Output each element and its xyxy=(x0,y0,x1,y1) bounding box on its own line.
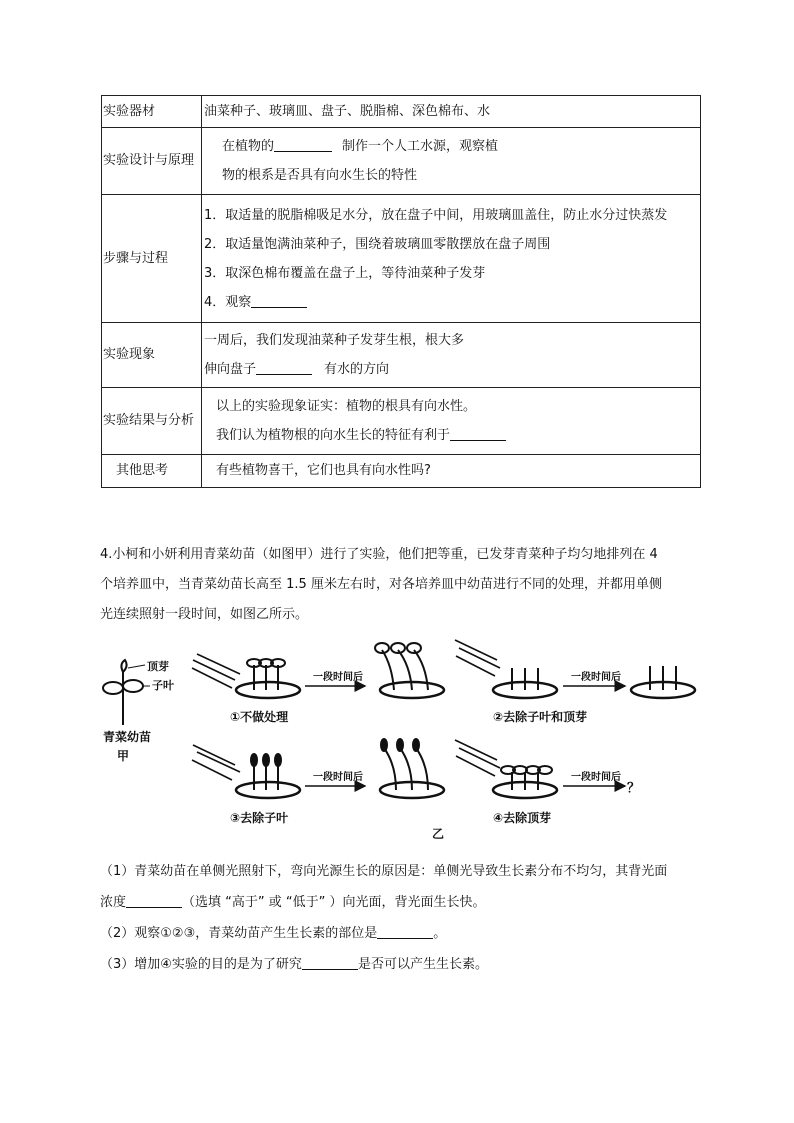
arrow-label: 一段时间后 xyxy=(571,672,621,683)
row-label: 实验现象 xyxy=(102,323,202,388)
panel-label: ③去除子叶 xyxy=(230,811,289,825)
row-content: 在植物的 制作一个人工水源，观察植 物的根系是否具有向水生长的特性 xyxy=(202,128,701,195)
row-content: 油菜种子、玻璃皿、盘子、脱脂棉、深色棉布、水 xyxy=(202,96,701,128)
row-content: 有些植物喜干，它们也具有向水性吗? xyxy=(202,455,701,488)
time-arrows xyxy=(305,686,625,786)
sub-questions: （1）青菜幼苗在单侧光照射下，弯向光源生长的原因是：单侧光导致生长素分布不均匀，其背光面 浓度 （选填 “高于” 或 “低于” ）向光面，背光面生长快。 （2）观察①②③，青菜幼苗产生生长素的部位是 。 （3）增加④实验的目的是为了研究 是否可以产生生长素。 xyxy=(100,864,668,972)
row-label: 步骤与过程 xyxy=(102,195,202,323)
arrow-label: 一段时间后 xyxy=(313,772,363,783)
row-content: 以上的实验现象证实：植物的根具有向水性。 我们认为植物根的向水生长的特征有利于 xyxy=(202,388,701,455)
arrow-label: 一段时间后 xyxy=(571,772,621,783)
seedling-figure xyxy=(103,660,150,725)
row-label: 实验器材 xyxy=(102,96,202,128)
fill-blank[interactable] xyxy=(126,893,182,908)
row-content: 一周后，我们发现油菜种子发芽生根，根大多 伸向盘子 有水的方向 xyxy=(202,323,701,388)
question-4: 4.小柯和小妍利用青菜幼苗（如图甲）进行了实验，他们把等重，已发芽青菜种子均匀地排列在 4 个培养皿中，当青菜幼苗长高至 1.5 厘米左右时，对各培养皿中幼苗进行不同的处理，并都用单侧 光连续照射一段时间，如图乙所示。 xyxy=(100,547,662,622)
seedlings-in-dishes xyxy=(247,643,676,790)
panel-label: ①不做处理 xyxy=(230,710,289,724)
fig-yi-label: 乙 xyxy=(432,827,445,841)
question-mark: ？ xyxy=(627,781,641,796)
fill-blank[interactable] xyxy=(377,924,433,939)
fig-jia-label: 甲 xyxy=(117,749,130,763)
label-cotyledon: 子叶 xyxy=(152,679,174,692)
panel-label: ④去除顶芽 xyxy=(493,811,552,825)
row-label: 其他思考 xyxy=(102,455,202,488)
fill-blank[interactable] xyxy=(302,955,358,970)
row-label: 实验结果与分析 xyxy=(102,388,202,455)
label-terminal-bud: 顶芽 xyxy=(147,660,169,673)
seedling-name: 青菜幼苗 xyxy=(103,730,152,744)
row-label: 实验设计与原理 xyxy=(102,128,202,195)
arrow-label: 一段时间后 xyxy=(313,672,363,683)
panel-label: ②去除子叶和顶芽 xyxy=(493,710,588,724)
row-content: 1．取适量的脱脂棉吸足水分，放在盘子中间，用玻璃皿盖住，防止水分过快蒸发 2．取适量饱满油菜种子，围绕着玻璃皿零散摆放在盘子周围 3．取深色棉布覆盖在盘子上，等待油菜种子发芽 4．观察 xyxy=(202,195,701,323)
